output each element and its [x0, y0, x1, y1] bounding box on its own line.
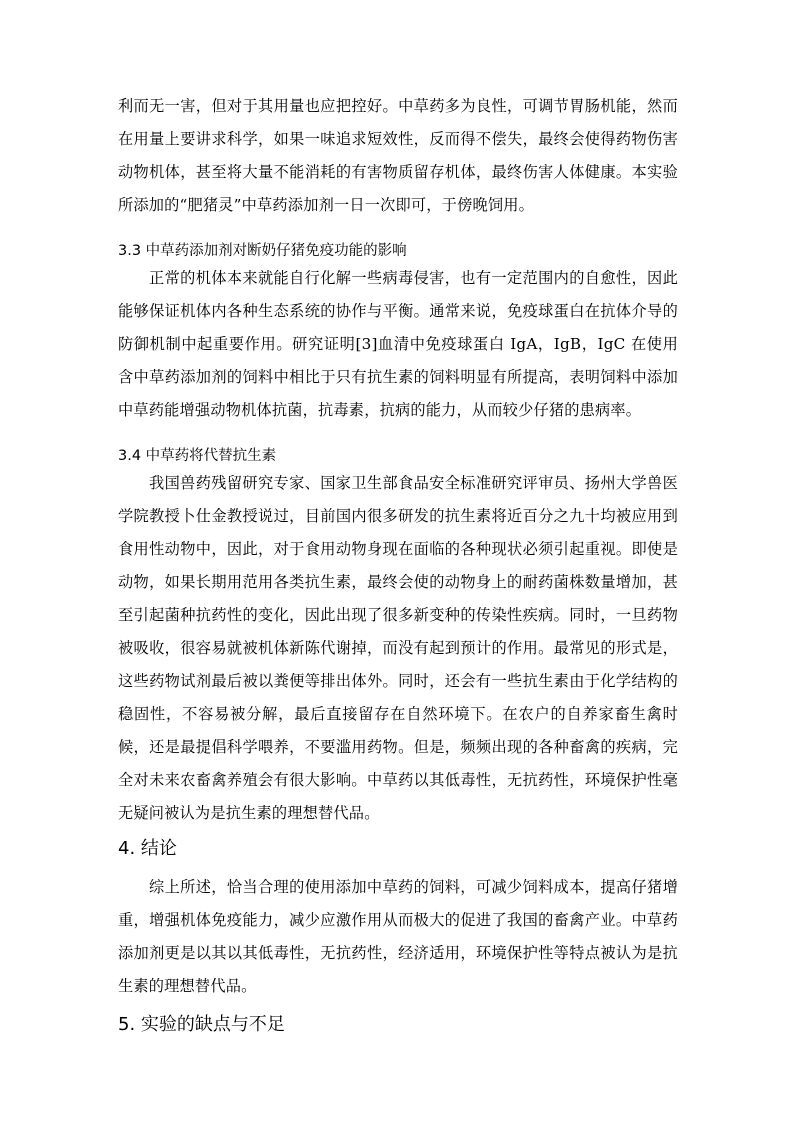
section-5-heading: 5. 实验的缺点与不足 — [118, 1014, 285, 1035]
spacer — [118, 222, 678, 240]
spacer — [118, 427, 678, 445]
section-3-4-heading: 3.4 中草药将代替抗生素 — [118, 448, 277, 464]
section-3-3-paragraph: 正常的机体本来就能自行化解一些病毒侵害，也有一定范围内的自愈性，因此能够保证机体内各种生态系统的协作与平衡。通常来说，免疫球蛋白在抗体介导的防御机制中起重要作用。研究证明[3]血清中免疫球蛋白 IgA，IgB，IgC 在使用含中草药添加剂的饲料中相比于只有抗生素的饲料明显有所提高，表明饲料中添加中草药能增强动物机体抗菌，抗毒素，抗病的能力，从而较少仔猪的患病率。 — [118, 269, 678, 419]
intro-paragraph: 利而无一害，但对于其用量也应把控好。中草药多为良性，可调节胃肠机能，然而在用量上要讲求科学，如果一味追求短效性，反而得不偿失，最终会使得药物伤害动物机体，甚至将大量不能消耗的有害物质留存机体，最终伤害人体健康。本实验所添加的“肥猪灵”中草药添加剂一日一次即可，于傍晚饲用。 — [118, 97, 678, 214]
section-4-heading: 4. 结论 — [118, 838, 177, 859]
section-3-4-paragraph: 我国兽药残留研究专家、国家卫生部食品安全标准研究评审员、扬州大学兽医学院教授卜仕金教授说过，目前国内很多研发的抗生素将近百分之九十均被应用到食用性动物中，因此，对于食用动物身现在面临的各种现状必须引起重视。即使是动物，如果长期用范用各类抗生素，最终会使的动物身上的耐药菌株数量增加，甚至引起菌种抗药性的变化，因此出现了很多新变种的传染性疾病。同时，一旦药物被吸收，很容易就被机体新陈代谢掉，而没有起到预计的作用。最常见的形式是，这些药物试剂最后被以粪便等排出体外。同时，还会有一些抗生素由于化学结构的稳固性，不容易被分解，最后直接留存在自然环境下。在农户的自养家畜生禽时候，还是最提倡科学喂养，不要滥用药物。但是，频频出现的各种畜禽的疾病，完全对未来农畜禽养殖会有很大影响。中草药以其低毒性，无抗药性，环境保护性毫无疑问被认为是抗生素的理想替代品。 — [118, 474, 678, 822]
spacer — [118, 862, 678, 871]
spacer — [118, 1003, 678, 1012]
document-body — [118, 90, 678, 1038]
section-3-3-heading: 3.3 中草药添加剂对断奶仔猪免疫功能的影响 — [118, 243, 407, 259]
section-4-paragraph: 综上所述，恰当合理的使用添加中草药的饲料，可减少饲料成本，提高仔猪增重，增强机体免疫能力，减少应激作用从而极大的促进了我国的畜禽产业。中草药添加剂更是以其以其低毒性，无抗药性，经济适用，环境保护性等特点被认为是抗生素的理想替代品。 — [118, 878, 678, 995]
